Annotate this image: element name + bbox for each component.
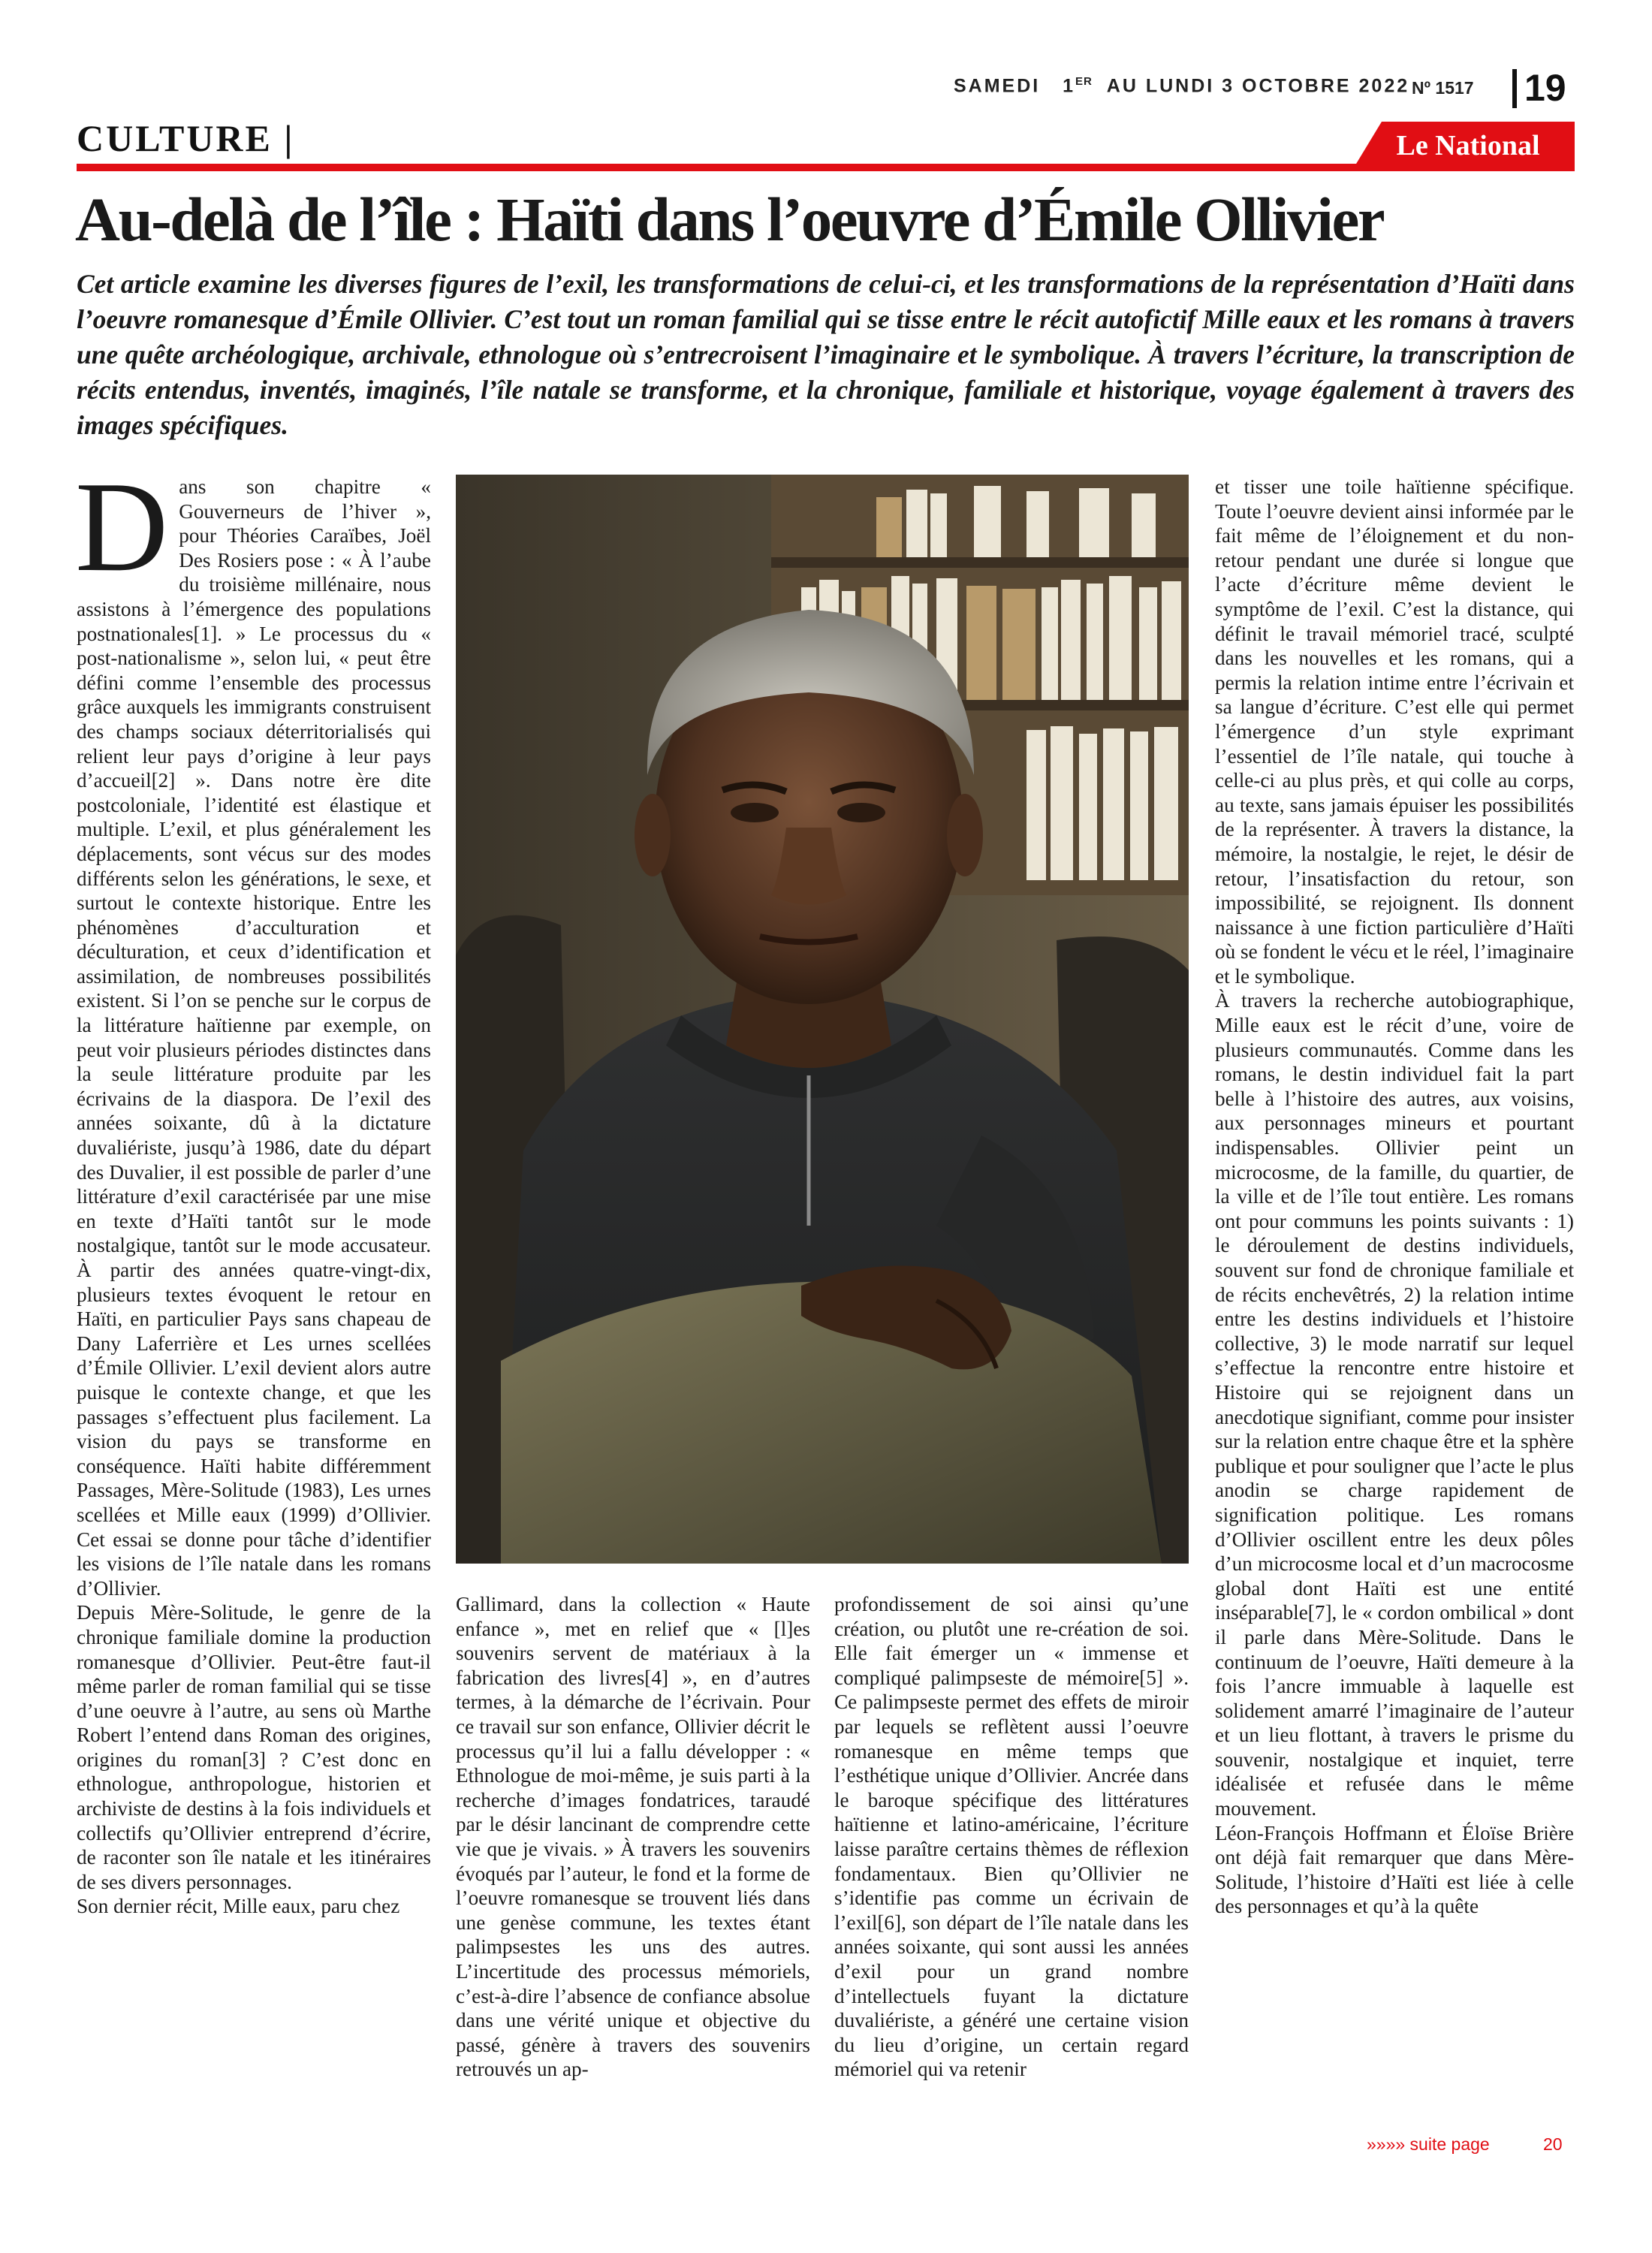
article-title: Au-delà de l’île : Haïti dans l’oeuvre d’Émile Ollivier xyxy=(75,185,1384,254)
article-lead: Cet article examine les diverses figures de l’exil, les transformations de celui-ci, et les transformations de la représentation d’Haïti dans l’oeuvre romanesque d’Émile Ollivier. C’est tout un roman familial qui se tisse entre le récit autofictif Mille eaux et les romans à travers une quête archéologique, archivale, ethnologue où s’entrecroisent l’imaginaire et le symbolique. À travers l’écriture, la transcription de récits entendus, inventés, imaginés, l’île natale se transforme, et la chronique, familiale et historique, voyage également à travers des images spécifiques. xyxy=(77,269,1575,440)
section-label: CULTURE | xyxy=(77,117,295,159)
date-ordinal: 1 xyxy=(1063,75,1075,97)
paragraph: profondissement de soi ainsi qu’une création, ou plutôt une re-création de soi. Elle fait émerger un « immense et compliqué palimpseste de mémoire[5] ». Ce palimpseste permet des effets de miroir par lequels se reflètent aussi l’oeuvre romanesque en même temps que l’esthétique unique d’Ollivier. Ancrée dans le baroque spécifique des littératures haïtienne et latino-américaine, l’écriture laisse paraître certains thèmes de réflexion fondamentaux. Bien qu’Ollivier ne s’identifie pas comme un écrivain de l’exil[6], son départ de l’île natale dans les années soixante, qui sont aussi les années d’exil pour un grand nombre d’intellectuels fuyant la dictature duvaliériste, a généré une certaine vision du lieu d’origine, un certain regard mémoriel qui va retenir xyxy=(834,1593,1189,2081)
date-ordinal-sup: ER xyxy=(1075,75,1093,88)
paragraph: ans son chapitre « Gouverneurs de l’hiver », pour Théories Caraïbes, Joël Des Rosiers pose : « À l’aube du troisième millénaire, nous assistons à l’émergence des populations postnationales[1]. » Le processus du « post-nationalisme », selon lui, « peut être défini comme l’ensemble des processus grâce auxquels les immigrants construisent des champs sociaux déterritorialisés qui relient leur pays d’origine à leur pays d’accueil[2] ». Dans notre ère dite postcoloniale, l’identité est élastique et multiple. L’exil, et plus généralement les déplacements, sont vécus sur des modes différents selon les générations, le sexe, et surtout le contexte historique. Entre les phénomènes d’acculturation et déculturation, et ceux d’identification et assimilation, de nombreuses possibilités existent. Si l’on se penche sur le corpus de la littérature haïtienne par exemple, on peut voir plusieurs périodes distinctes dans la seule littérature produite par les écrivains de la diaspora. De l’exil des années soixante, dû à la dictature duvaliériste, jusqu’à 1986, date du départ des Duvalier, il est possible de parler d’une littérature d’exil caractérisée par une mise en texte d’Haïti tantôt sur le mode nostalgique, tantôt sur le mode accusateur. À partir des années quatre-vingt-dix, plusieurs textes évoquent le retour en Haïti, en particulier Pays sans chapeau de Dany Laferrière et Les urnes scellées d’Émile Ollivier. L’exil devient alors autre puisque le contexte change, et que les passages s’effectuent plus facilement. La vision du pays se transforme en conséquence. Haïti habite différemment Passages, Mère-Solitude (1983), Les urnes scellées et Mille eaux (1999) d’Ollivier. Cet essai se donne pour tâche d’identifier les visions de l’île natale dans les romans d’Ollivier. xyxy=(77,475,431,1600)
continued-label: »»»» suite page xyxy=(1367,2134,1490,2154)
article-column-3 xyxy=(834,1592,1189,2082)
drop-cap: D xyxy=(75,456,169,599)
paragraph: Depuis Mère-Solitude, le genre de la chronique familiale domine la production romanesque d’Ollivier. Peut-être faut-il même parler de roman familial qui se tisse d’une oeuvre à l’autre, au sens où Marthe Robert l’entend dans Roman des origines, origines du roman[3] ? C’est donc en ethnologue, anthropologue, historien et archiviste de destins à la fois individuels et collectifs qu’Ollivier entreprend d’écrire, de raconter son île natale et les itinéraires de ses divers personnages. xyxy=(77,1601,431,1893)
author-portrait-photo xyxy=(456,475,1189,1564)
continued-on-page-link[interactable] xyxy=(1367,2134,1577,2160)
section-rule xyxy=(77,164,1575,171)
paragraph: Son dernier récit, Mille eaux, paru chez xyxy=(77,1895,400,1918)
portrait-illustration xyxy=(456,475,1189,1564)
paragraph: Léon-François Hoffmann et Éloïse Brière ont déjà fait remarquer que dans Mère-Solitude, l’histoire d’Haïti est liée à celle des personnages et qu’à la quête xyxy=(1215,1821,1574,1918)
page-number: 19 xyxy=(1524,67,1566,109)
continued-page-number: 20 xyxy=(1543,2134,1563,2154)
brand-name: Le National xyxy=(1396,130,1540,161)
paragraph: Gallimard, dans la collection « Haute enfance », met en relief que « [l]es souvenirs servent de matériaux à la fabrication des livres[4] », en d’autres termes, à la démarche de l’écrivain. Pour ce travail sur son enfance, Ollivier décrit le processus qu’il lui a fallu développer : « Ethnologue de moi-même, je suis parti à la recherche d’images fondatrices, taraudé par le désir lancinant de comprendre cette vie que je vivais. » À travers les souvenirs évoqués par l’auteur, le fond et la forme de l’oeuvre romanesque se trouvent liés dans une genèse commune, les textes étant palimpsestes les uns des autres. L’incertitude des processus mémoriels, c’est-à-dire l’absence de confiance absolue dans une vérité unique et objective du passé, génère à travers des souvenirs retrouvés un ap- xyxy=(456,1593,810,2081)
paragraph: et tisser une toile haïtienne spécifique. Toute l’oeuvre devient ainsi informée par le fait même de l’éloignement et du non-retour pendant une durée si longue que l’acte d’écriture même devient le symptôme de l’exil. C’est la distance, qui définit le travail mémoriel tracé, sculpté dans les nouvelles et les romans, qui a permis la relation intime entre l’écrivain et sa langue d’écriture. C’est elle qui permet l’émergence d’un style exprimant l’essentiel de l’île natale, qui touche à celle-ci au plus près, et qui colle au corps, au texte, sans jamais épuiser les possibilités de la représenter. À travers la distance, la mémoire, la nostalgie, le rejet, le désir de retour, l’insatisfaction du retour, son impossibilité, se rejoignent. Ils donnent naissance à une fiction particulière d’Haïti où se fondent le vécu et le réel, l’imaginaire et le symbolique. xyxy=(1215,475,1574,988)
article-column-2 xyxy=(456,1592,810,2082)
paragraph: À travers la recherche autobiographique, Mille eaux est le récit d’une, voire de plusieurs communautés. Comme dans les romans, le destin individuel fait la part belle à l’histoire des autres, aux voisins, aux personnages mineurs et pourtant indispensables. Ollivier peint un microcosme, de la famille, du quartier, de la ville et de l’île tout entière. Les romans ont pour communs les points suivants : 1) le déroulement de destins individuels, souvent sur fond de chronique familiale et de récits enchevêtrés, 2) la relation intime entre les destins individuels et l’histoire collective, 3) le mode narratif sur lequel s’effectue la rencontre entre histoire et Histoire qui se rejoignent dans un anecdotique signifiant, comme pour insister sur la relation entre chaque être et la sphère publique et pour souligner que l’acte le plus anodin se charge rapidement de signification politique. Les romans d’Ollivier oscillent entre les deux pôles d’un microcosme local et d’un macrocosme global dont Haïti est une entité inséparable[7], le « cordon ombilical » dont il parle dans Mère-Solitude. Dans le continuum de l’oeuvre, Haïti demeure à la fois l’ancre immuable à laquelle est solidement amarré l’imaginaire de l’auteur et un lieu flottant, à travers le prisme du souvenir, nostalgique et inquiet, terre idéalisée et refusée dans le même mouvement. xyxy=(1215,989,1574,1820)
date-day: SAMEDI xyxy=(954,75,1041,97)
date-rest: AU LUNDI 3 OCTOBRE 2022 xyxy=(1106,75,1410,97)
page-number-divider xyxy=(1512,69,1517,108)
article-column-1 xyxy=(75,456,431,1919)
article-column-4 xyxy=(1215,475,1574,1919)
issue-number: Nº 1517 xyxy=(1412,78,1474,98)
issue-date xyxy=(954,75,1479,105)
